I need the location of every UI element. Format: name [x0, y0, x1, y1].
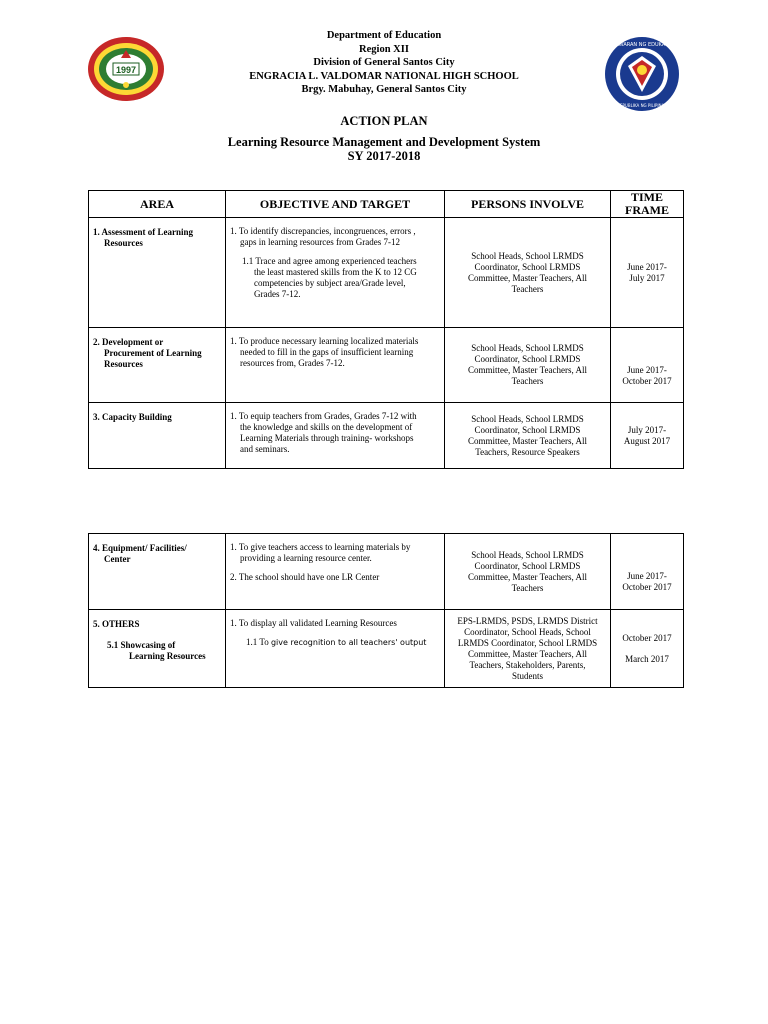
persons-cell	[445, 328, 611, 403]
area-cell	[89, 610, 226, 688]
time-cell	[611, 610, 684, 688]
table-header-row	[89, 191, 684, 218]
persons-text: Committee, Master Teachers, All	[468, 435, 587, 446]
seal-text-top: KAGAWARAN NG EDUKASYON	[605, 42, 679, 48]
area-text: 4. Equipment/ Facilities/	[93, 543, 187, 553]
objective-text: needed to fill in the gaps of insufficient learning	[240, 347, 414, 357]
time-text: July 2017	[629, 272, 665, 283]
table-row	[89, 328, 684, 403]
time-cell	[611, 328, 684, 403]
persons-text: Committee, Master Teachers, All	[468, 648, 587, 659]
persons-text: LRMDS Coordinator, School LRMDS	[457, 637, 598, 648]
time-text: June 2017-	[627, 365, 667, 375]
persons-text: Teachers, Resource Speakers	[475, 446, 580, 457]
document-title: ACTION PLAN	[340, 114, 428, 128]
persons-text: Teachers	[511, 283, 544, 294]
area-text: Learning Resources	[129, 651, 206, 661]
persons-text: Teachers	[511, 376, 544, 386]
objective-text: resources from, Grades 7-12.	[240, 358, 345, 368]
persons-text: Committee, Master Teachers, All	[468, 272, 587, 283]
seal-year: 1997	[115, 65, 137, 75]
persons-text: Coordinator, School LRMDS	[474, 424, 581, 435]
objective-text: 1. To give teachers access to learning materials by	[230, 542, 411, 552]
persons-text: School Heads, School LRMDS	[471, 549, 584, 560]
persons-text: School Heads, School LRMDS	[471, 343, 584, 353]
time-text: June 2017-	[627, 261, 667, 272]
header-time-frame	[611, 191, 684, 218]
document-subtitle	[0, 136, 768, 163]
objective-text: gaps in learning resources from Grades 7-12	[240, 237, 400, 247]
header-time-line: FRAME	[625, 203, 669, 217]
time-text: June 2017-	[627, 570, 667, 581]
objective-text: competencies by subject area/Grade level,	[254, 278, 406, 288]
letterhead-line: Department of Education	[326, 30, 442, 41]
time-text: March 2017	[625, 653, 669, 664]
persons-text: School Heads, School LRMDS	[471, 413, 584, 424]
persons-cell	[445, 610, 611, 688]
objective-text: the least mastered skills from the K to 12 CG	[254, 267, 417, 277]
table-row	[89, 218, 684, 328]
persons-text: Coordinator, School Heads, School	[464, 626, 591, 637]
time-text: October 2017	[622, 632, 672, 643]
action-plan-table-continued	[88, 533, 684, 688]
objective-text: 1. To produce necessary learning localized materials	[230, 336, 419, 346]
persons-text: Coordinator, School LRMDS	[474, 261, 581, 272]
persons-text: Teachers	[511, 582, 544, 593]
objective-cell	[226, 218, 445, 328]
objective-cell	[226, 328, 445, 403]
time-text: October 2017	[622, 376, 672, 386]
header-area: AREA	[89, 191, 226, 218]
objective-text	[230, 637, 440, 648]
objective-text: 1. To identify discrepancies, incongruences, errors ,	[230, 226, 416, 236]
area-text: 5.1 Showcasing of	[107, 640, 176, 650]
area-text: 5. OTHERS	[93, 619, 140, 629]
objective-cell	[226, 403, 445, 469]
subtitle-line: SY 2017-2018	[347, 148, 421, 163]
table-row	[89, 403, 684, 469]
area-text: 2. Development or	[93, 337, 164, 347]
letterhead-line: ENGRACIA L. VALDOMAR NATIONAL HIGH SCHOOL	[249, 70, 519, 82]
area-text: Resources	[104, 238, 143, 248]
time-cell	[611, 534, 684, 610]
persons-text: School Heads, School LRMDS	[471, 250, 584, 261]
objective-text: 1. To equip teachers from Grades, Grades 7-12 with	[230, 411, 417, 421]
objective-text: 1.1 Trace and agree among experienced teachers	[242, 256, 417, 266]
persons-text: EPS-LRMDS, PSDS, LRMDS District	[457, 615, 598, 626]
objective-text: Grades 7-12.	[254, 289, 301, 299]
objective-cell	[226, 534, 445, 610]
letterhead-line: Division of General Santos City	[313, 57, 455, 68]
persons-text: Coordinator, School LRMDS	[474, 560, 581, 571]
header-persons: PERSONS INVOLVE	[445, 191, 611, 218]
persons-cell	[445, 403, 611, 469]
area-text: Center	[104, 554, 131, 564]
objective-text: the knowledge and skills on the development of	[240, 422, 413, 432]
objective-text: Learning Materials through training- workshops	[240, 433, 414, 443]
objective-text: 1. To display all validated Learning Resources	[230, 618, 397, 628]
persons-text: Coordinator, School LRMDS	[474, 354, 581, 364]
persons-cell	[445, 534, 611, 610]
objective-text: providing a learning resource center.	[240, 553, 372, 563]
objective-prefix: 1.1 To	[246, 637, 271, 647]
time-text: August 2017	[623, 435, 671, 446]
area-text: Resources	[104, 359, 143, 369]
persons-text: Committee, Master Teachers, All	[468, 571, 587, 582]
area-cell	[89, 403, 226, 469]
area-cell	[89, 218, 226, 328]
objective-highlight: give recognition to all teachers' output	[270, 638, 427, 647]
persons-text: Committee, Master Teachers, All	[468, 365, 587, 375]
area-cell	[89, 328, 226, 403]
area-text: 1. Assessment of Learning	[93, 227, 194, 237]
table-row	[89, 534, 684, 610]
seal-text-bottom: REPUBLIKA NG PILIPINAS	[617, 103, 667, 108]
letterhead-line: Region XII	[359, 43, 409, 55]
time-text: October 2017	[622, 581, 672, 592]
area-cell	[89, 534, 226, 610]
persons-cell	[445, 218, 611, 328]
time-text: July 2017-	[627, 424, 667, 435]
subtitle-line: Learning Resource Management and Development System	[227, 135, 541, 149]
time-cell	[611, 218, 684, 328]
area-text: Procurement of Learning	[104, 348, 202, 358]
header-objective: OBJECTIVE AND TARGET	[226, 191, 445, 218]
area-text: 3. Capacity Building	[93, 412, 172, 422]
action-plan-table	[88, 190, 684, 469]
letterhead-line: Brgy. Mabuhay, General Santos City	[301, 84, 467, 95]
time-cell	[611, 403, 684, 469]
header-time-line: TIME	[630, 190, 663, 204]
persons-text: Teachers, Stakeholders, Parents,	[469, 659, 586, 670]
objective-text: 2. The school should have one LR Center	[230, 572, 380, 582]
letterhead	[0, 29, 768, 97]
persons-text: Students	[511, 670, 543, 681]
objective-cell	[226, 610, 445, 688]
table-row	[89, 610, 684, 688]
objective-text: and seminars.	[240, 444, 290, 454]
